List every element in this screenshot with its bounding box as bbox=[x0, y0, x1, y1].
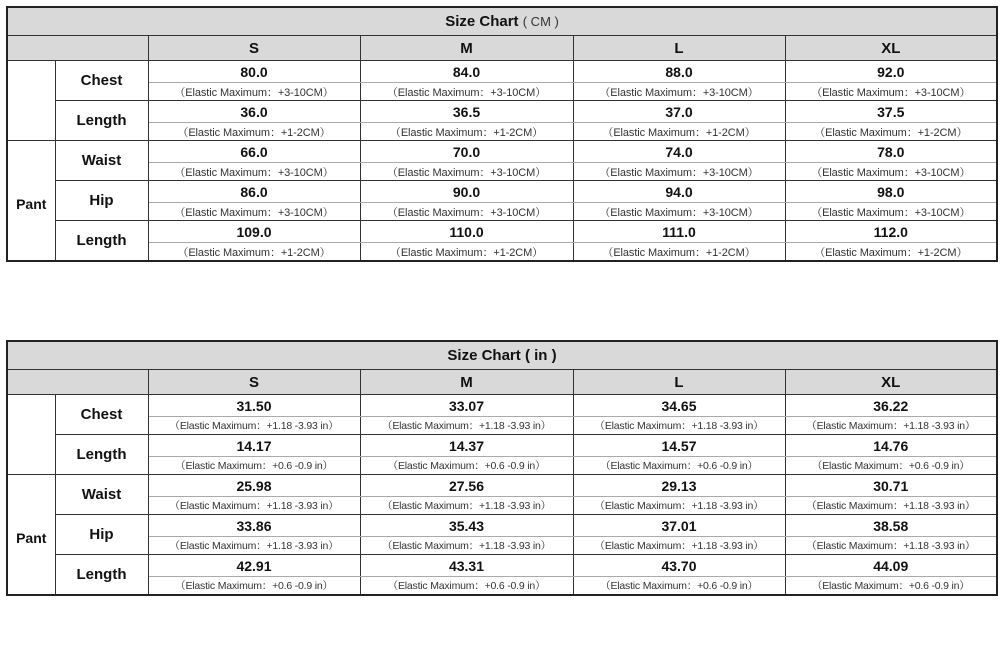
elastic-note: （Elastic Maximum：+1.18 -3.93 in） bbox=[785, 417, 997, 435]
size-header-l: L bbox=[573, 370, 785, 395]
value-cell: 43.70 bbox=[573, 555, 785, 577]
value-cell: 70.0 bbox=[360, 141, 573, 163]
size-chart-in bbox=[6, 340, 998, 596]
section-pant: Pant bbox=[7, 141, 55, 262]
elastic-note: （Elastic Maximum：+0.6 -0.9 in） bbox=[360, 457, 573, 475]
value-cell: 74.0 bbox=[573, 141, 785, 163]
elastic-note: （Elastic Maximum：+1.18 -3.93 in） bbox=[573, 497, 785, 515]
elastic-note: （Elastic Maximum：+1.18 -3.93 in） bbox=[360, 497, 573, 515]
measure-label: Waist bbox=[55, 475, 148, 515]
measure-label: Length bbox=[55, 555, 148, 596]
value-cell: 36.22 bbox=[785, 395, 997, 417]
value-cell: 14.37 bbox=[360, 435, 573, 457]
elastic-note: （Elastic Maximum：+1.18 -3.93 in） bbox=[148, 537, 360, 555]
value-cell: 37.5 bbox=[785, 101, 997, 123]
elastic-note: （Elastic Maximum：+1.18 -3.93 in） bbox=[360, 537, 573, 555]
measure-label: Hip bbox=[55, 181, 148, 221]
section-top bbox=[7, 61, 55, 141]
size-header-m: M bbox=[360, 370, 573, 395]
value-cell: 35.43 bbox=[360, 515, 573, 537]
value-cell: 44.09 bbox=[785, 555, 997, 577]
elastic-note: （Elastic Maximum：+1.18 -3.93 in） bbox=[785, 497, 997, 515]
header-blank bbox=[7, 36, 148, 61]
elastic-note: （Elastic Maximum：+0.6 -0.9 in） bbox=[573, 577, 785, 596]
value-cell: 84.0 bbox=[360, 61, 573, 83]
elastic-note: （Elastic Maximum：+3-10CM） bbox=[785, 83, 997, 101]
elastic-note: （Elastic Maximum：+3-10CM） bbox=[785, 163, 997, 181]
value-cell: 109.0 bbox=[148, 221, 360, 243]
size-header-xl: XL bbox=[785, 36, 997, 61]
elastic-note: （Elastic Maximum：+1-2CM） bbox=[573, 243, 785, 262]
value-cell: 36.5 bbox=[360, 101, 573, 123]
header-blank bbox=[7, 370, 148, 395]
elastic-note: （Elastic Maximum：+0.6 -0.9 in） bbox=[148, 457, 360, 475]
value-cell: 90.0 bbox=[360, 181, 573, 203]
elastic-note: （Elastic Maximum：+1.18 -3.93 in） bbox=[148, 417, 360, 435]
elastic-note: （Elastic Maximum：+3-10CM） bbox=[360, 83, 573, 101]
value-cell: 92.0 bbox=[785, 61, 997, 83]
measure-label: Waist bbox=[55, 141, 148, 181]
elastic-note: （Elastic Maximum：+1-2CM） bbox=[360, 243, 573, 262]
elastic-note: （Elastic Maximum：+1-2CM） bbox=[785, 243, 997, 262]
value-cell: 34.65 bbox=[573, 395, 785, 417]
chart-title bbox=[7, 7, 997, 36]
elastic-note: （Elastic Maximum：+3-10CM） bbox=[148, 163, 360, 181]
value-cell: 43.31 bbox=[360, 555, 573, 577]
value-cell: 94.0 bbox=[573, 181, 785, 203]
size-header-s: S bbox=[148, 36, 360, 61]
elastic-note: （Elastic Maximum：+0.6 -0.9 in） bbox=[785, 457, 997, 475]
value-cell: 14.76 bbox=[785, 435, 997, 457]
elastic-note: （Elastic Maximum：+3-10CM） bbox=[573, 203, 785, 221]
elastic-note: （Elastic Maximum：+1-2CM） bbox=[785, 123, 997, 141]
value-cell: 14.17 bbox=[148, 435, 360, 457]
value-cell: 30.71 bbox=[785, 475, 997, 497]
value-cell: 111.0 bbox=[573, 221, 785, 243]
value-cell: 27.56 bbox=[360, 475, 573, 497]
value-cell: 33.07 bbox=[360, 395, 573, 417]
value-cell: 78.0 bbox=[785, 141, 997, 163]
value-cell: 29.13 bbox=[573, 475, 785, 497]
chart-title bbox=[7, 341, 997, 370]
elastic-note: （Elastic Maximum：+0.6 -0.9 in） bbox=[148, 577, 360, 596]
value-cell: 25.98 bbox=[148, 475, 360, 497]
chart-title-text: Size Chart bbox=[447, 347, 521, 364]
elastic-note: （Elastic Maximum：+0.6 -0.9 in） bbox=[573, 457, 785, 475]
elastic-note: （Elastic Maximum：+1-2CM） bbox=[573, 123, 785, 141]
size-header-s: S bbox=[148, 370, 360, 395]
section-pant: Pant bbox=[7, 475, 55, 596]
elastic-note: （Elastic Maximum：+1.18 -3.93 in） bbox=[573, 537, 785, 555]
size-header-m: M bbox=[360, 36, 573, 61]
value-cell: 66.0 bbox=[148, 141, 360, 163]
elastic-note: （Elastic Maximum：+1-2CM） bbox=[360, 123, 573, 141]
elastic-note: （Elastic Maximum：+0.6 -0.9 in） bbox=[785, 577, 997, 596]
elastic-note: （Elastic Maximum：+3-10CM） bbox=[785, 203, 997, 221]
value-cell: 88.0 bbox=[573, 61, 785, 83]
measure-label: Chest bbox=[55, 395, 148, 435]
value-cell: 98.0 bbox=[785, 181, 997, 203]
value-cell: 37.0 bbox=[573, 101, 785, 123]
elastic-note: （Elastic Maximum：+0.6 -0.9 in） bbox=[360, 577, 573, 596]
value-cell: 80.0 bbox=[148, 61, 360, 83]
measure-label: Length bbox=[55, 101, 148, 141]
size-chart-cm bbox=[6, 6, 998, 262]
value-cell: 86.0 bbox=[148, 181, 360, 203]
size-header-xl: XL bbox=[785, 370, 997, 395]
chart-unit: ( CM ) bbox=[522, 14, 559, 29]
value-cell: 36.0 bbox=[148, 101, 360, 123]
elastic-note: （Elastic Maximum：+1.18 -3.93 in） bbox=[360, 417, 573, 435]
measure-label: Length bbox=[55, 435, 148, 475]
value-cell: 37.01 bbox=[573, 515, 785, 537]
section-top bbox=[7, 395, 55, 475]
size-header-l: L bbox=[573, 36, 785, 61]
chart-unit: ( in ) bbox=[524, 347, 557, 364]
measure-label: Hip bbox=[55, 515, 148, 555]
elastic-note: （Elastic Maximum：+1.18 -3.93 in） bbox=[785, 537, 997, 555]
elastic-note: （Elastic Maximum：+1.18 -3.93 in） bbox=[148, 497, 360, 515]
value-cell: 14.57 bbox=[573, 435, 785, 457]
measure-label: Length bbox=[55, 221, 148, 262]
elastic-note: （Elastic Maximum：+1-2CM） bbox=[148, 243, 360, 262]
value-cell: 42.91 bbox=[148, 555, 360, 577]
elastic-note: （Elastic Maximum：+1-2CM） bbox=[148, 123, 360, 141]
measure-label: Chest bbox=[55, 61, 148, 101]
value-cell: 112.0 bbox=[785, 221, 997, 243]
chart-title-text: Size Chart bbox=[445, 13, 519, 30]
value-cell: 38.58 bbox=[785, 515, 997, 537]
elastic-note: （Elastic Maximum：+3-10CM） bbox=[148, 83, 360, 101]
elastic-note: （Elastic Maximum：+3-10CM） bbox=[573, 163, 785, 181]
value-cell: 33.86 bbox=[148, 515, 360, 537]
elastic-note: （Elastic Maximum：+1.18 -3.93 in） bbox=[573, 417, 785, 435]
value-cell: 31.50 bbox=[148, 395, 360, 417]
elastic-note: （Elastic Maximum：+3-10CM） bbox=[573, 83, 785, 101]
elastic-note: （Elastic Maximum：+3-10CM） bbox=[148, 203, 360, 221]
value-cell: 110.0 bbox=[360, 221, 573, 243]
elastic-note: （Elastic Maximum：+3-10CM） bbox=[360, 203, 573, 221]
elastic-note: （Elastic Maximum：+3-10CM） bbox=[360, 163, 573, 181]
